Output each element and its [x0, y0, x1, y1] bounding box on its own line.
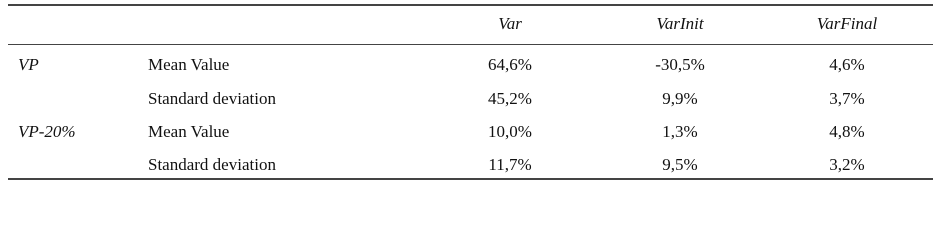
- cell-varinit: 9,9%: [662, 89, 698, 108]
- row-measure-label: Mean Value: [148, 122, 230, 141]
- cell-varinit: -30,5%: [655, 55, 705, 74]
- cell-varinit: 1,3%: [662, 122, 698, 141]
- header-divider: [8, 44, 933, 45]
- column-header-varfinal: VarFinal: [816, 14, 878, 33]
- cell-var: 45,2%: [488, 89, 532, 108]
- row-measure-label: Mean Value: [148, 55, 230, 74]
- row-measure-label: Standard deviation: [148, 155, 276, 174]
- cell-var: 64,6%: [488, 55, 532, 74]
- row-group-label: VP-20%: [18, 122, 76, 141]
- cell-var: 10,0%: [488, 122, 532, 141]
- cell-varfinal: 3,7%: [829, 89, 865, 108]
- column-header-varinit: VarInit: [656, 14, 704, 33]
- row-group-label: VP: [18, 55, 39, 74]
- cell-varfinal: 4,8%: [829, 122, 865, 141]
- cell-varfinal: 3,2%: [829, 155, 865, 174]
- cell-varinit: 9,5%: [662, 155, 698, 174]
- cell-varfinal: 4,6%: [829, 55, 865, 74]
- table-bottom-rule: [8, 178, 933, 180]
- table-top-rule: [8, 4, 933, 6]
- row-measure-label: Standard deviation: [148, 89, 276, 108]
- cell-var: 11,7%: [488, 155, 532, 174]
- column-header-var: Var: [498, 14, 522, 33]
